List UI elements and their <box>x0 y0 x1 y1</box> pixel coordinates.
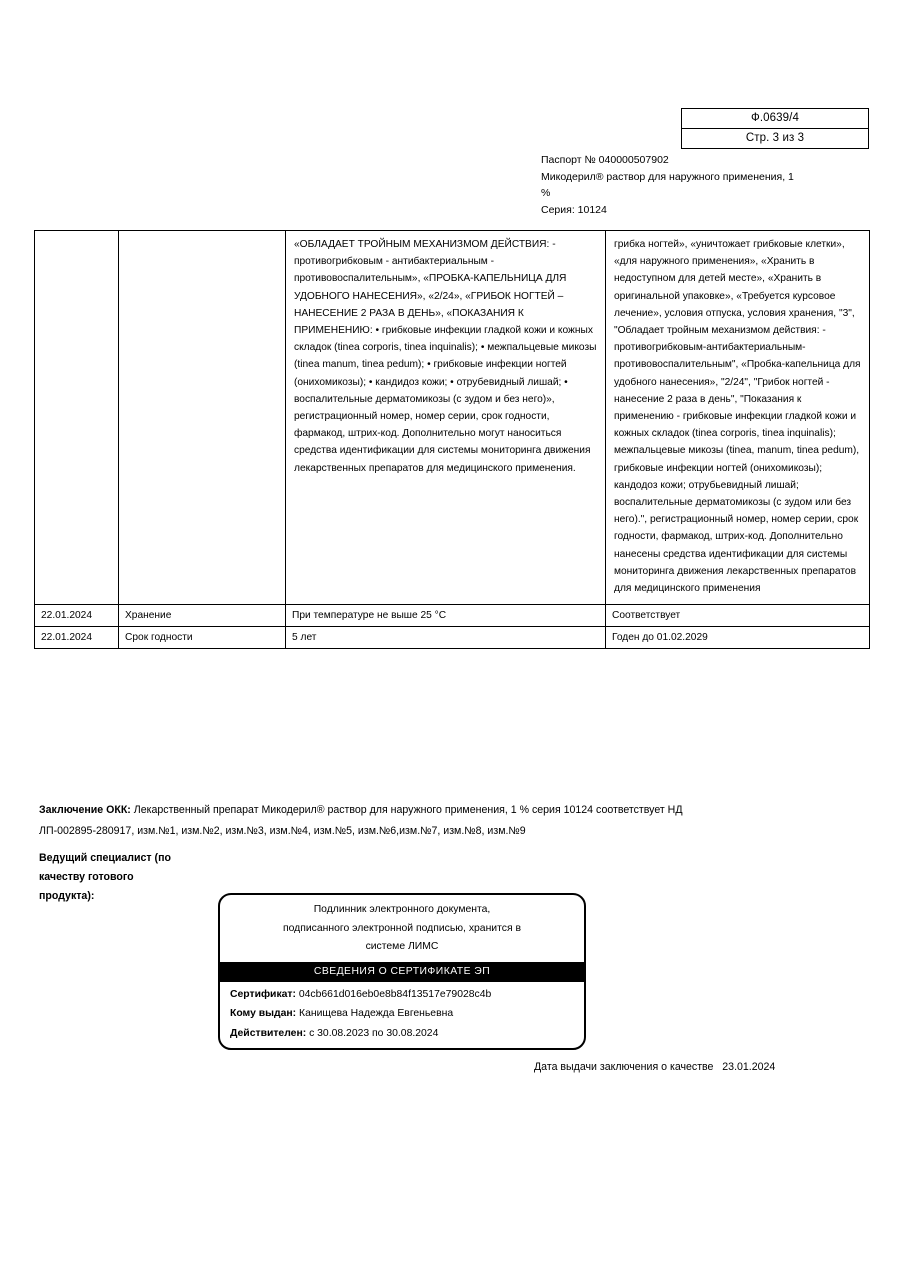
cell-result: Годен до 01.02.2029 <box>606 627 870 649</box>
stamp-banner: СВЕДЕНИЯ О СЕРТИФИКАТЕ ЭП <box>220 962 584 982</box>
validity-value: с 30.08.2023 по 30.08.2024 <box>306 1027 439 1039</box>
passport-number: Паспорт № 040000507902 <box>541 154 669 166</box>
certificate-row <box>230 985 574 1005</box>
table-row <box>35 605 870 627</box>
stamp-header-line-3: системе ЛИМС <box>365 941 439 952</box>
page-number: Стр. 3 из 3 <box>745 132 805 144</box>
cell-norm: 5 лет <box>286 627 606 649</box>
stamp-header-line-1: Подлинник электронного документа, <box>313 904 491 915</box>
specification-table <box>34 230 870 649</box>
validity-label: Действителен: <box>230 1027 307 1039</box>
product-name-line1: Микодерил® раствор для наружного применения, 1 <box>541 170 794 183</box>
conclusion-line-1 <box>39 800 839 821</box>
stamp-details <box>220 982 584 1049</box>
series-number: Серия: 10124 <box>541 203 607 216</box>
issue-date-label: Дата выдачи заключения о качестве <box>534 1061 714 1073</box>
table-row <box>35 231 870 605</box>
cell-result: грибка ногтей», «уничтожает грибковые клетки», «для наружного применения», «Хранить в недоступном для детей месте», «Хранить в оригинальной упаковке», «Требуется курсовое лечение», условия отпуска, условия хранения, "3", "Обладает тройным механизмом действия: - противогрибковым-антибактериальным-противовоспалительным", «Пробка-капельница для удобного нанесения», "2/24", "Грибок ногтей - нанесение 2 раза в день", "Показания к применению - грибковые инфекции гладкой кожи и кожных складок (tinea corporis, tinea inquinalis); межпальцевые микозы (tinea, manum, tinea pedum), грибковые инфекции ногтей (онихомикозы); кандодоз кожи; отрубьевидный лишай; воспалительные дерматомикозы (с зудом или без него).", регистрационный номер, номер серии, срок годности, фармакод, штрих-код. Дополнительно нанесены средства идентификации для системы мониторинга движения лекарственных препаратов для медицинского применения <box>606 231 870 605</box>
owner-label: Кому выдан: <box>230 1008 297 1019</box>
cell-date: 22.01.2024 <box>35 627 119 649</box>
table-row <box>35 627 870 649</box>
signatory-line-2: качеству готового <box>39 871 134 883</box>
cell-param <box>119 231 286 605</box>
signatory-line-1: Ведущий специалист (по <box>39 852 171 864</box>
cell-date <box>35 231 119 605</box>
cell-param: Срок годности <box>119 627 286 649</box>
form-code-box <box>681 108 869 149</box>
passport-meta <box>541 152 871 218</box>
product-name-line2: % <box>541 187 551 199</box>
electronic-signature-stamp <box>218 893 586 1050</box>
signatory-line-3: продукта): <box>39 890 95 902</box>
conclusion-text-1: Лекарственный препарат Микодерил® раствор для наружного применения, 1 % серия 10124 соответствует НД <box>130 804 683 816</box>
issue-date-value: 23.01.2024 <box>713 1061 776 1073</box>
validity-row <box>230 1024 574 1044</box>
certificate-label: Сертификат: <box>230 988 296 1000</box>
owner-value: Канищева Надежда Евгеньевна <box>296 1008 454 1019</box>
conclusion-block <box>39 800 839 842</box>
conclusion-line-2: ЛП-002895-280917, изм.№1, изм.№2, изм.№3, изм.№4, изм.№5, изм.№6,изм.№7, изм.№8, изм.№9 <box>39 825 526 837</box>
signatory-block <box>39 849 219 906</box>
form-code: Ф.0639/4 <box>682 109 868 129</box>
owner-row <box>230 1004 574 1024</box>
cell-result: Соответствует <box>606 605 870 627</box>
cell-norm: При температуре не выше 25 °С <box>286 605 606 627</box>
cell-norm: «ОБЛАДАЕТ ТРОЙНЫМ МЕХАНИЗМОМ ДЕЙСТВИЯ: - противогрибковым - антибактериальным - противовоспалительным», «ПРОБКА-КАПЕЛЬНИЦА ДЛЯ УДОБНОГО НАНЕСЕНИЯ», «2/24», «ГРИБОК НОГТЕЙ – НАНЕСЕНИЕ 2 РАЗА В ДЕНЬ», «ПОКАЗАНИЯ К ПРИМЕНЕНИЮ: • грибковые инфекции гладкой кожи и кожных складок (tinea corporis, tinea inquinalis); • межпальцевые микозы (tinea manum, tinea pedum); • грибковые инфекции ногтей (онихомикозы); • кандидоз кожи; • отрубевидный лишай; • воспалительные дерматомикозы (с зудом и без него)», регистрационный номер, номер серии, срок годности, фармакод, штрих-код. Дополнительно могут наноситься средства идентификации для системы мониторинга движения лекарственных препаратов для медицинского применения. <box>286 231 606 605</box>
cell-param: Хранение <box>119 605 286 627</box>
conclusion-label: Заключение ОКК: <box>39 804 131 816</box>
issue-date-footer <box>534 1059 775 1076</box>
certificate-value: 04cb661d016eb0e8b84f13517e79028c4b <box>295 988 492 1000</box>
stamp-header-line-2: подписанного электронной подписью, хранится в <box>283 922 521 934</box>
stamp-header <box>220 895 584 962</box>
cell-date: 22.01.2024 <box>35 605 119 627</box>
